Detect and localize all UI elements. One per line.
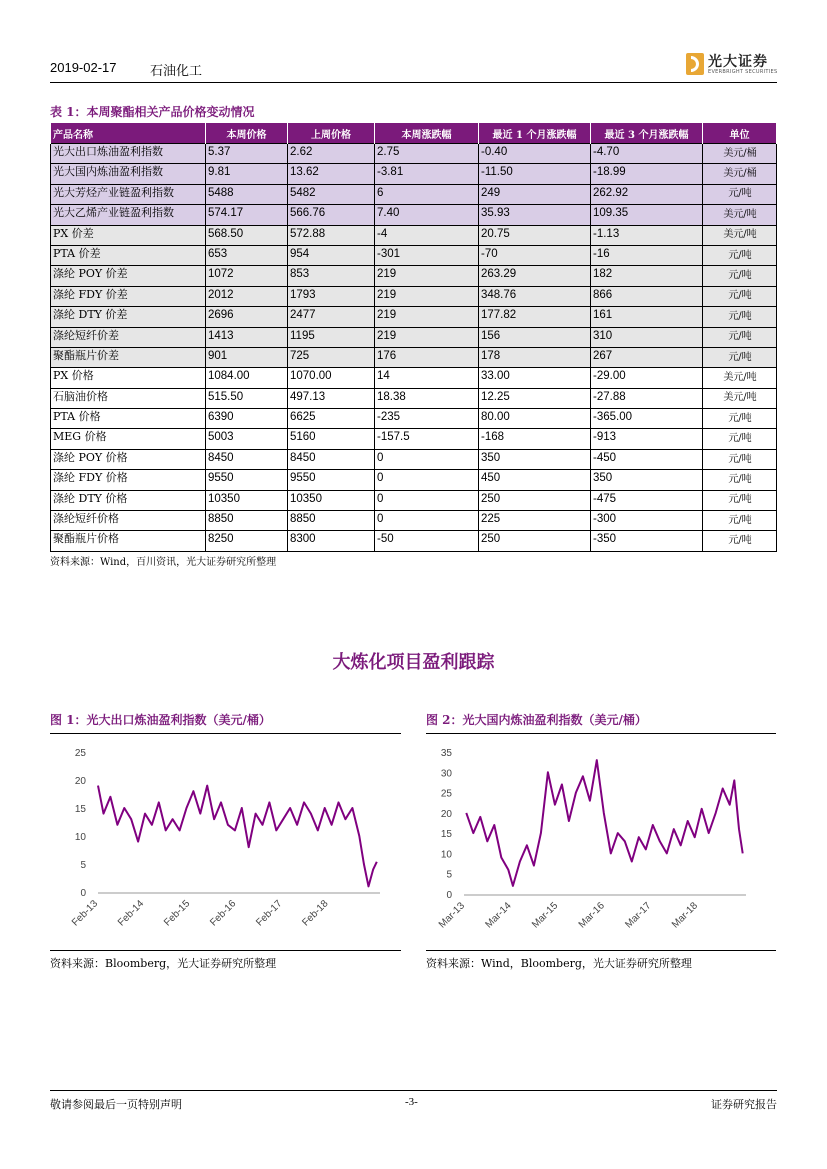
cell-chg-1m: -11.50 bbox=[479, 164, 591, 184]
footer-report-type: 证券研究报告 bbox=[711, 1098, 777, 1111]
y-tick-label: 0 bbox=[80, 888, 86, 899]
y-tick-label: 30 bbox=[440, 768, 452, 780]
x-tick-label: Feb-13 bbox=[69, 898, 101, 929]
cell-last-week: 5482 bbox=[288, 184, 375, 204]
x-tick-label: Mar-14 bbox=[483, 900, 514, 931]
cell-this-week: 2696 bbox=[206, 307, 288, 327]
y-tick-label: 10 bbox=[440, 849, 452, 861]
cell-chg-week: 2.75 bbox=[375, 144, 479, 164]
cell-name: 聚酯瓶片价差 bbox=[51, 347, 206, 367]
cell-chg-week: 6 bbox=[375, 184, 479, 204]
cell-this-week: 568.50 bbox=[206, 225, 288, 245]
cell-this-week: 901 bbox=[206, 347, 288, 367]
figure-1-top-rule bbox=[50, 733, 401, 734]
table-row bbox=[51, 490, 777, 510]
cell-name: MEG 价格 bbox=[51, 429, 206, 449]
cell-last-week: 1793 bbox=[288, 286, 375, 306]
cell-chg-3m: 267 bbox=[591, 347, 703, 367]
table-header-row bbox=[51, 123, 777, 144]
table-row bbox=[51, 164, 777, 184]
x-tick-label: Feb-16 bbox=[208, 898, 239, 929]
cell-name: PX 价格 bbox=[51, 368, 206, 388]
cell-chg-week: 7.40 bbox=[375, 205, 479, 225]
cell-chg-3m: -4.70 bbox=[591, 144, 703, 164]
cell-chg-1m: 177.82 bbox=[479, 307, 591, 327]
table-row bbox=[51, 531, 777, 551]
cell-chg-1m: 80.00 bbox=[479, 409, 591, 429]
cell-chg-1m: -168 bbox=[479, 429, 591, 449]
cell-this-week: 574.17 bbox=[206, 205, 288, 225]
cell-last-week: 6625 bbox=[288, 409, 375, 429]
cell-unit: 元/吨 bbox=[703, 286, 777, 306]
cell-chg-3m: -913 bbox=[591, 429, 703, 449]
cell-last-week: 1070.00 bbox=[288, 368, 375, 388]
cell-unit: 元/吨 bbox=[703, 184, 777, 204]
x-tick-label: Feb-15 bbox=[162, 898, 193, 929]
cell-last-week: 8300 bbox=[288, 531, 375, 551]
cell-chg-1m: -0.40 bbox=[479, 144, 591, 164]
cell-chg-3m: -365.00 bbox=[591, 409, 703, 429]
cell-unit: 元/吨 bbox=[703, 470, 777, 490]
cell-name: 光大芳烃产业链盈利指数 bbox=[51, 184, 206, 204]
table-row bbox=[51, 347, 777, 367]
report-date: 2019-02-17 bbox=[50, 60, 117, 75]
cell-this-week: 515.50 bbox=[206, 388, 288, 408]
cell-unit: 元/吨 bbox=[703, 531, 777, 551]
cell-name: 光大出口炼油盈利指数 bbox=[51, 144, 206, 164]
cell-last-week: 725 bbox=[288, 347, 375, 367]
column-header: 产品名称 bbox=[51, 123, 206, 144]
figure-2-bottom-rule bbox=[426, 950, 776, 951]
cell-chg-3m: 262.92 bbox=[591, 184, 703, 204]
cell-name: 涤纶短纤价差 bbox=[51, 327, 206, 347]
x-tick-label: Mar-18 bbox=[669, 900, 701, 931]
cell-unit: 美元/吨 bbox=[703, 368, 777, 388]
table-title: 表 1：本周聚酯相关产品价格变动情况 bbox=[50, 105, 255, 119]
x-tick-label: Mar-13 bbox=[436, 900, 468, 931]
section-title: 大炼化项目盈利跟踪 bbox=[332, 652, 495, 673]
cell-last-week: 954 bbox=[288, 245, 375, 265]
cell-chg-3m: -18.99 bbox=[591, 164, 703, 184]
figure-2-title: 图 2：光大国内炼油盈利指数（美元/桶） bbox=[426, 713, 647, 727]
table-row bbox=[51, 470, 777, 490]
cell-last-week: 572.88 bbox=[288, 225, 375, 245]
cell-this-week: 1084.00 bbox=[206, 368, 288, 388]
cell-chg-3m: 182 bbox=[591, 266, 703, 286]
cell-chg-week: -235 bbox=[375, 409, 479, 429]
cell-chg-1m: 156 bbox=[479, 327, 591, 347]
cell-chg-1m: 12.25 bbox=[479, 388, 591, 408]
series-line bbox=[466, 760, 742, 886]
table-row bbox=[51, 409, 777, 429]
y-tick-label: 25 bbox=[440, 788, 452, 800]
cell-chg-3m: -300 bbox=[591, 511, 703, 531]
cell-chg-week: 219 bbox=[375, 266, 479, 286]
cell-this-week: 8250 bbox=[206, 531, 288, 551]
cell-unit: 元/吨 bbox=[703, 429, 777, 449]
cell-chg-1m: 350 bbox=[479, 449, 591, 469]
cell-chg-week: -301 bbox=[375, 245, 479, 265]
cell-chg-3m: -450 bbox=[591, 449, 703, 469]
cell-unit: 美元/吨 bbox=[703, 225, 777, 245]
figure-1-source: 资料来源：Bloomberg，光大证券研究所整理 bbox=[50, 957, 277, 970]
cell-unit: 元/吨 bbox=[703, 409, 777, 429]
cell-name: 涤纶 FDY 价差 bbox=[51, 286, 206, 306]
figure-1-bottom-rule bbox=[50, 950, 401, 951]
cell-chg-3m: -475 bbox=[591, 490, 703, 510]
cell-chg-3m: -29.00 bbox=[591, 368, 703, 388]
cell-last-week: 497.13 bbox=[288, 388, 375, 408]
figure-1-title: 图 1：光大出口炼油盈利指数（美元/桶） bbox=[50, 713, 271, 727]
cell-chg-1m: -70 bbox=[479, 245, 591, 265]
table-row bbox=[51, 307, 777, 327]
cell-this-week: 9.81 bbox=[206, 164, 288, 184]
cell-name: 涤纶 POY 价格 bbox=[51, 449, 206, 469]
cell-chg-1m: 20.75 bbox=[479, 225, 591, 245]
cell-this-week: 5488 bbox=[206, 184, 288, 204]
cell-this-week: 8450 bbox=[206, 449, 288, 469]
cell-chg-1m: 450 bbox=[479, 470, 591, 490]
column-header: 单位 bbox=[703, 123, 777, 144]
cell-chg-week: 219 bbox=[375, 307, 479, 327]
cell-this-week: 2012 bbox=[206, 286, 288, 306]
y-tick-label: 5 bbox=[80, 860, 86, 871]
cell-last-week: 5160 bbox=[288, 429, 375, 449]
cell-chg-week: -4 bbox=[375, 225, 479, 245]
cell-unit: 元/吨 bbox=[703, 266, 777, 286]
table-row bbox=[51, 388, 777, 408]
cell-chg-week: 0 bbox=[375, 449, 479, 469]
cell-name: 聚酯瓶片价格 bbox=[51, 531, 206, 551]
cell-name: 涤纶 FDY 价格 bbox=[51, 470, 206, 490]
cell-unit: 美元/桶 bbox=[703, 164, 777, 184]
cell-chg-week: 219 bbox=[375, 327, 479, 347]
cell-chg-1m: 348.76 bbox=[479, 286, 591, 306]
cell-name: 光大国内炼油盈利指数 bbox=[51, 164, 206, 184]
cell-name: PTA 价格 bbox=[51, 409, 206, 429]
cell-last-week: 566.76 bbox=[288, 205, 375, 225]
cell-chg-1m: 249 bbox=[479, 184, 591, 204]
cell-unit: 元/吨 bbox=[703, 511, 777, 531]
logo-name: 光大证券 bbox=[708, 54, 768, 70]
logo-icon bbox=[686, 53, 704, 75]
column-header: 上周价格 bbox=[288, 123, 375, 144]
cell-this-week: 9550 bbox=[206, 470, 288, 490]
cell-chg-week: 0 bbox=[375, 470, 479, 490]
table-row bbox=[51, 225, 777, 245]
cell-this-week: 653 bbox=[206, 245, 288, 265]
table-row bbox=[51, 144, 777, 164]
figure-2-top-rule bbox=[426, 733, 776, 734]
cell-unit: 美元/吨 bbox=[703, 388, 777, 408]
y-tick-label: 10 bbox=[74, 832, 86, 843]
table-row bbox=[51, 286, 777, 306]
table-row bbox=[51, 449, 777, 469]
column-header: 本周价格 bbox=[206, 123, 288, 144]
y-tick-label: 0 bbox=[446, 890, 452, 901]
cell-name: 涤纶 DTY 价格 bbox=[51, 490, 206, 510]
cell-last-week: 2.62 bbox=[288, 144, 375, 164]
table-row bbox=[51, 245, 777, 265]
cell-chg-week: 14 bbox=[375, 368, 479, 388]
x-tick-label: Mar-15 bbox=[530, 900, 561, 931]
cell-chg-1m: 250 bbox=[479, 490, 591, 510]
cell-chg-3m: -1.13 bbox=[591, 225, 703, 245]
cell-this-week: 8850 bbox=[206, 511, 288, 531]
cell-chg-3m: 350 bbox=[591, 470, 703, 490]
cell-last-week: 1195 bbox=[288, 327, 375, 347]
cell-chg-week: 0 bbox=[375, 511, 479, 531]
cell-chg-3m: 866 bbox=[591, 286, 703, 306]
cell-unit: 美元/吨 bbox=[703, 205, 777, 225]
cell-this-week: 5003 bbox=[206, 429, 288, 449]
cell-last-week: 9550 bbox=[288, 470, 375, 490]
footer-divider bbox=[50, 1090, 777, 1091]
figure-1-chart bbox=[50, 738, 401, 948]
page-number: -3- bbox=[405, 1096, 418, 1108]
cell-chg-1m: 33.00 bbox=[479, 368, 591, 388]
cell-chg-1m: 35.93 bbox=[479, 205, 591, 225]
cell-last-week: 2477 bbox=[288, 307, 375, 327]
cell-this-week: 5.37 bbox=[206, 144, 288, 164]
cell-unit: 元/吨 bbox=[703, 490, 777, 510]
cell-chg-week: 219 bbox=[375, 286, 479, 306]
cell-this-week: 1413 bbox=[206, 327, 288, 347]
table-row bbox=[51, 266, 777, 286]
y-tick-label: 25 bbox=[74, 748, 86, 759]
cell-unit: 元/吨 bbox=[703, 307, 777, 327]
cell-last-week: 10350 bbox=[288, 490, 375, 510]
cell-chg-1m: 178 bbox=[479, 347, 591, 367]
cell-name: PTA 价差 bbox=[51, 245, 206, 265]
cell-chg-3m: 109.35 bbox=[591, 205, 703, 225]
cell-this-week: 6390 bbox=[206, 409, 288, 429]
y-tick-label: 15 bbox=[440, 829, 452, 841]
cell-chg-week: -157.5 bbox=[375, 429, 479, 449]
cell-chg-week: 18.38 bbox=[375, 388, 479, 408]
x-tick-label: Feb-18 bbox=[300, 898, 331, 929]
figure-2-chart bbox=[426, 738, 776, 948]
cell-chg-week: 0 bbox=[375, 490, 479, 510]
x-tick-label: Mar-16 bbox=[576, 900, 607, 931]
cell-name: 涤纶 DTY 价差 bbox=[51, 307, 206, 327]
y-tick-label: 35 bbox=[440, 748, 452, 759]
cell-chg-1m: 263.29 bbox=[479, 266, 591, 286]
cell-chg-3m: 310 bbox=[591, 327, 703, 347]
x-tick-label: Feb-17 bbox=[254, 898, 285, 929]
column-header: 本周涨跌幅 bbox=[375, 123, 479, 144]
price-table bbox=[50, 122, 777, 552]
x-tick-label: Mar-17 bbox=[623, 900, 654, 931]
table-row bbox=[51, 429, 777, 449]
cell-name: 光大乙烯产业链盈利指数 bbox=[51, 205, 206, 225]
cell-last-week: 8850 bbox=[288, 511, 375, 531]
footer-disclaimer: 敬请参阅最后一页特别声明 bbox=[50, 1098, 182, 1111]
cell-chg-3m: -350 bbox=[591, 531, 703, 551]
figure-2-source: 资料来源：Wind，Bloomberg，光大证券研究所整理 bbox=[426, 957, 692, 970]
column-header: 最近 3 个月涨跌幅 bbox=[591, 123, 703, 144]
cell-chg-week: -3.81 bbox=[375, 164, 479, 184]
y-tick-label: 5 bbox=[446, 869, 452, 881]
y-tick-label: 20 bbox=[74, 776, 86, 787]
cell-unit: 元/吨 bbox=[703, 245, 777, 265]
report-sector: 石油化工 bbox=[150, 64, 203, 79]
cell-last-week: 853 bbox=[288, 266, 375, 286]
table-row bbox=[51, 205, 777, 225]
cell-name: 涤纶 POY 价差 bbox=[51, 266, 206, 286]
cell-chg-week: -50 bbox=[375, 531, 479, 551]
x-tick-label: Feb-14 bbox=[116, 898, 147, 929]
cell-chg-3m: 161 bbox=[591, 307, 703, 327]
column-header: 最近 1 个月涨跌幅 bbox=[479, 123, 591, 144]
cell-this-week: 10350 bbox=[206, 490, 288, 510]
cell-last-week: 13.62 bbox=[288, 164, 375, 184]
cell-chg-3m: -27.88 bbox=[591, 388, 703, 408]
y-tick-label: 20 bbox=[440, 808, 452, 820]
y-tick-label: 15 bbox=[74, 804, 86, 815]
cell-name: 涤纶短纤价格 bbox=[51, 511, 206, 531]
table-row bbox=[51, 511, 777, 531]
cell-unit: 元/吨 bbox=[703, 327, 777, 347]
cell-name: 石脑油价格 bbox=[51, 388, 206, 408]
cell-last-week: 8450 bbox=[288, 449, 375, 469]
cell-unit: 美元/桶 bbox=[703, 144, 777, 164]
cell-unit: 元/吨 bbox=[703, 347, 777, 367]
table-row bbox=[51, 327, 777, 347]
series-line bbox=[98, 786, 377, 887]
cell-unit: 元/吨 bbox=[703, 449, 777, 469]
header-divider bbox=[50, 82, 777, 83]
table-row bbox=[51, 184, 777, 204]
cell-this-week: 1072 bbox=[206, 266, 288, 286]
table-source: 资料来源：Wind，百川资讯，光大证券研究所整理 bbox=[50, 557, 277, 568]
logo-english: EVERBRIGHT SECURITIES bbox=[708, 69, 778, 75]
table-row bbox=[51, 368, 777, 388]
cell-chg-1m: 250 bbox=[479, 531, 591, 551]
cell-chg-1m: 225 bbox=[479, 511, 591, 531]
cell-chg-week: 176 bbox=[375, 347, 479, 367]
cell-chg-3m: -16 bbox=[591, 245, 703, 265]
brand-logo bbox=[686, 51, 778, 79]
cell-name: PX 价差 bbox=[51, 225, 206, 245]
